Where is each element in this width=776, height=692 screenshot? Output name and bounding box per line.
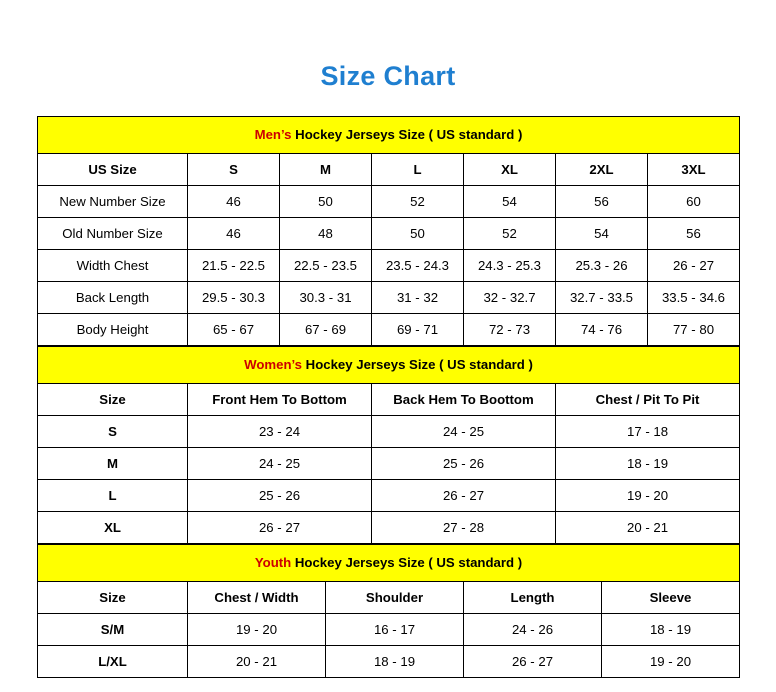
page-title: Size Chart: [320, 61, 456, 91]
table-cell: 52: [372, 185, 464, 217]
youth-size-table: [37, 544, 740, 678]
row-label: Old Number Size: [38, 217, 188, 249]
table-cell: 46: [188, 217, 280, 249]
table-cell: 32 - 32.7: [464, 281, 556, 313]
row-label: L: [38, 479, 188, 511]
table-cell: 46: [188, 185, 280, 217]
size-chart-container: [0, 92, 776, 678]
table-cell: 31 - 32: [372, 281, 464, 313]
row-label: Body Height: [38, 313, 188, 345]
row-label: Width Chest: [38, 249, 188, 281]
table-cell: 25 - 26: [188, 479, 372, 511]
mens-header-cell: 2XL: [556, 153, 648, 185]
table-row: [38, 479, 740, 511]
mens-section-banner: [38, 116, 740, 153]
table-cell: 24 - 26: [464, 613, 602, 645]
womens-header-cell: Front Hem To Bottom: [188, 383, 372, 415]
womens-header-cell: Size: [38, 383, 188, 415]
table-row: [38, 281, 740, 313]
table-cell: 50: [372, 217, 464, 249]
table-row: [38, 613, 740, 645]
youth-section-banner: [38, 544, 740, 581]
table-cell: 30.3 - 31: [280, 281, 372, 313]
row-label: New Number Size: [38, 185, 188, 217]
mens-header-cell: M: [280, 153, 372, 185]
row-label: Back Length: [38, 281, 188, 313]
table-cell: 19 - 20: [602, 645, 740, 677]
youth-header-cell: Size: [38, 581, 188, 613]
youth-header-cell: Sleeve: [602, 581, 740, 613]
row-label: S: [38, 415, 188, 447]
row-label: XL: [38, 511, 188, 543]
mens-banner-accent: Men’s: [254, 127, 292, 143]
table-cell: 16 - 17: [326, 613, 464, 645]
table-cell: 69 - 71: [372, 313, 464, 345]
row-label: M: [38, 447, 188, 479]
womens-banner-rest: Hockey Jerseys Size ( US standard ): [302, 357, 533, 373]
womens-banner-row: [38, 346, 740, 383]
womens-header-row: [38, 383, 740, 415]
table-cell: 23.5 - 24.3: [372, 249, 464, 281]
womens-section-banner: [38, 346, 740, 383]
mens-size-table: [37, 116, 740, 346]
table-cell: 23 - 24: [188, 415, 372, 447]
table-cell: 26 - 27: [648, 249, 740, 281]
youth-header-cell: Chest / Width: [188, 581, 326, 613]
table-cell: 25.3 - 26: [556, 249, 648, 281]
row-label: S/M: [38, 613, 188, 645]
table-cell: 26 - 27: [464, 645, 602, 677]
table-cell: 19 - 20: [188, 613, 326, 645]
mens-header-row: [38, 153, 740, 185]
table-cell: 56: [648, 217, 740, 249]
table-row: [38, 217, 740, 249]
table-cell: 56: [556, 185, 648, 217]
table-cell: 50: [280, 185, 372, 217]
table-cell: 20 - 21: [188, 645, 326, 677]
table-row: [38, 511, 740, 543]
youth-banner-row: [38, 544, 740, 581]
table-cell: 54: [464, 185, 556, 217]
table-row: [38, 185, 740, 217]
mens-header-cell: L: [372, 153, 464, 185]
table-cell: 48: [280, 217, 372, 249]
mens-header-cell: S: [188, 153, 280, 185]
table-cell: 24 - 25: [188, 447, 372, 479]
table-cell: 32.7 - 33.5: [556, 281, 648, 313]
table-cell: 18 - 19: [602, 613, 740, 645]
youth-header-row: [38, 581, 740, 613]
youth-header-cell: Shoulder: [326, 581, 464, 613]
mens-banner-row: [38, 116, 740, 153]
table-cell: 21.5 - 22.5: [188, 249, 280, 281]
table-cell: 67 - 69: [280, 313, 372, 345]
table-cell: 18 - 19: [326, 645, 464, 677]
table-cell: 24 - 25: [372, 415, 556, 447]
youth-banner-rest: Hockey Jerseys Size ( US standard ): [291, 555, 523, 571]
table-cell: 27 - 28: [372, 511, 556, 543]
womens-banner-accent: Women’s: [244, 357, 303, 373]
table-row: [38, 249, 740, 281]
mens-banner-rest: Hockey Jerseys Size ( US standard ): [291, 127, 523, 143]
table-cell: 74 - 76: [556, 313, 648, 345]
table-cell: 20 - 21: [556, 511, 740, 543]
table-cell: 22.5 - 23.5: [280, 249, 372, 281]
mens-header-cell: 3XL: [648, 153, 740, 185]
table-cell: 72 - 73: [464, 313, 556, 345]
table-cell: 33.5 - 34.6: [648, 281, 740, 313]
table-row: [38, 447, 740, 479]
table-cell: 19 - 20: [556, 479, 740, 511]
table-cell: 54: [556, 217, 648, 249]
table-cell: 60: [648, 185, 740, 217]
mens-header-cell: XL: [464, 153, 556, 185]
table-cell: 17 - 18: [556, 415, 740, 447]
table-cell: 29.5 - 30.3: [188, 281, 280, 313]
table-cell: 26 - 27: [372, 479, 556, 511]
table-cell: 25 - 26: [372, 447, 556, 479]
table-cell: 26 - 27: [188, 511, 372, 543]
table-row: [38, 415, 740, 447]
row-label: L/XL: [38, 645, 188, 677]
womens-header-cell: Chest / Pit To Pit: [556, 383, 740, 415]
table-cell: 77 - 80: [648, 313, 740, 345]
table-row: [38, 313, 740, 345]
table-cell: 18 - 19: [556, 447, 740, 479]
mens-header-cell: US Size: [38, 153, 188, 185]
womens-header-cell: Back Hem To Boottom: [372, 383, 556, 415]
table-cell: 24.3 - 25.3: [464, 249, 556, 281]
table-cell: 65 - 67: [188, 313, 280, 345]
womens-size-table: [37, 346, 740, 544]
youth-header-cell: Length: [464, 581, 602, 613]
table-cell: 52: [464, 217, 556, 249]
table-row: [38, 645, 740, 677]
youth-banner-accent: Youth: [254, 555, 292, 571]
